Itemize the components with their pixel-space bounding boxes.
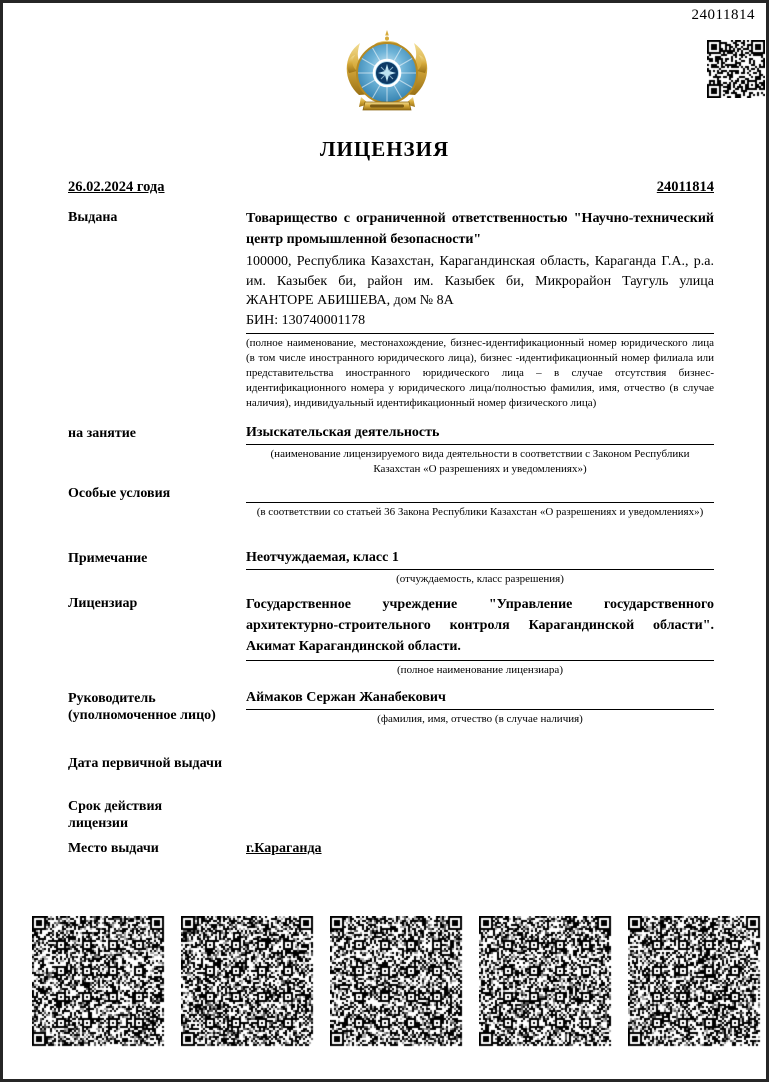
field-licensor-label: Лицензиар — [68, 596, 138, 611]
serial-number-top: 24011814 — [691, 7, 755, 23]
field-head-value: Аймаков Сержан Жанабекович — [246, 690, 446, 705]
divider — [246, 333, 714, 334]
field-issued-to-address: 100000, Республика Казахстан, Карагандинская область, Караганда Г.А., р.а. им. Казыбек би, район им. Казыбек би, Микрорайон Таугуль улица ЖАНТОРЕ АБИШЕВА, дом № 8А — [246, 254, 714, 308]
field-note-caption: (отчуждаемость, класс разрешения) — [396, 573, 564, 585]
signature-codes-strip — [32, 916, 761, 1047]
signature-code-2 — [181, 916, 314, 1047]
divider — [246, 444, 714, 445]
field-special-conditions-value — [246, 484, 714, 499]
field-activity-label: на занятие — [68, 426, 136, 441]
divider — [246, 569, 714, 570]
field-licensor-caption: (полное наименование лицензиара) — [397, 664, 563, 676]
date-number-row — [68, 179, 714, 196]
qr-code-top-right — [707, 40, 765, 98]
divider — [246, 709, 714, 710]
field-issued-to — [68, 208, 714, 411]
field-first-issue-date-value — [246, 754, 714, 772]
signature-code-5 — [628, 916, 761, 1047]
field-activity — [68, 424, 714, 477]
page-title: ЛИЦЕНЗИЯ — [319, 137, 450, 161]
field-issue-place-value: г.Караганда — [246, 841, 322, 856]
field-licensor-value: Государственное учреждение "Управление государственного архитектурно-строительного контроля Карагандинской области". Акимат Карагандинской области. — [246, 597, 714, 654]
field-issued-to-label: Выдана — [68, 210, 118, 225]
field-note — [68, 549, 714, 587]
field-head — [68, 689, 714, 727]
field-issue-place — [68, 839, 714, 857]
signature-code-4 — [479, 916, 612, 1047]
field-issued-to-bin: БИН: 130740001178 — [246, 312, 366, 328]
kazakhstan-emblem-icon — [339, 29, 435, 115]
field-head-caption: (фамилия, имя, отчество (в случае наличия) — [377, 713, 583, 725]
field-validity — [68, 797, 714, 832]
field-special-conditions-caption: (в соответствии со статьей 36 Закона Республики Казахстан «О разрешениях и уведомлениях») — [256, 506, 704, 518]
license-number: 24011814 — [656, 179, 714, 195]
field-licensor — [68, 594, 714, 678]
issue-date: 26.02.2024 года — [68, 179, 165, 195]
field-issued-to-value: Товарищество с ограниченной ответственностью "Научно-технический центр промышленной безопасности" — [246, 211, 714, 247]
field-activity-value: Изыскательская деятельность — [246, 425, 440, 440]
divider — [246, 660, 714, 661]
field-validity-value — [246, 797, 714, 832]
signature-code-1 — [32, 916, 165, 1047]
field-special-conditions-label: Особые условия — [68, 486, 171, 501]
field-issued-to-caption: (полное наименование, местонахождение, бизнес-идентификационный номер юридического лица (в том числе иностранного юридического лица), бизнес -идентификационный номер филиала или представительства иностранного юридического лица – в случае отсутствия бизнес-идентификационного номера у юридического лица/полностью фамилия, имя, отчество (в случае наличия), индивидуальный идентификационный номер физического лица) — [246, 337, 714, 409]
field-head-label: Руководитель (уполномоченное лицо) — [68, 691, 216, 723]
field-note-label: Примечание — [68, 551, 148, 566]
field-validity-label: Срок действия лицензии — [68, 799, 163, 831]
field-first-issue-date-label: Дата первичной выдачи — [68, 756, 223, 771]
field-first-issue-date — [68, 754, 714, 772]
field-note-value: Неотчуждаемая, класс 1 — [246, 550, 399, 565]
divider — [246, 502, 714, 503]
signature-code-3 — [330, 916, 463, 1047]
field-special-conditions — [68, 484, 714, 520]
field-activity-caption: (наименование лицензируемого вида деятельности в соответствии с Законом Республики Казахстан «О разрешениях и уведомлениях») — [270, 448, 690, 475]
field-issue-place-label: Место выдачи — [68, 841, 159, 856]
